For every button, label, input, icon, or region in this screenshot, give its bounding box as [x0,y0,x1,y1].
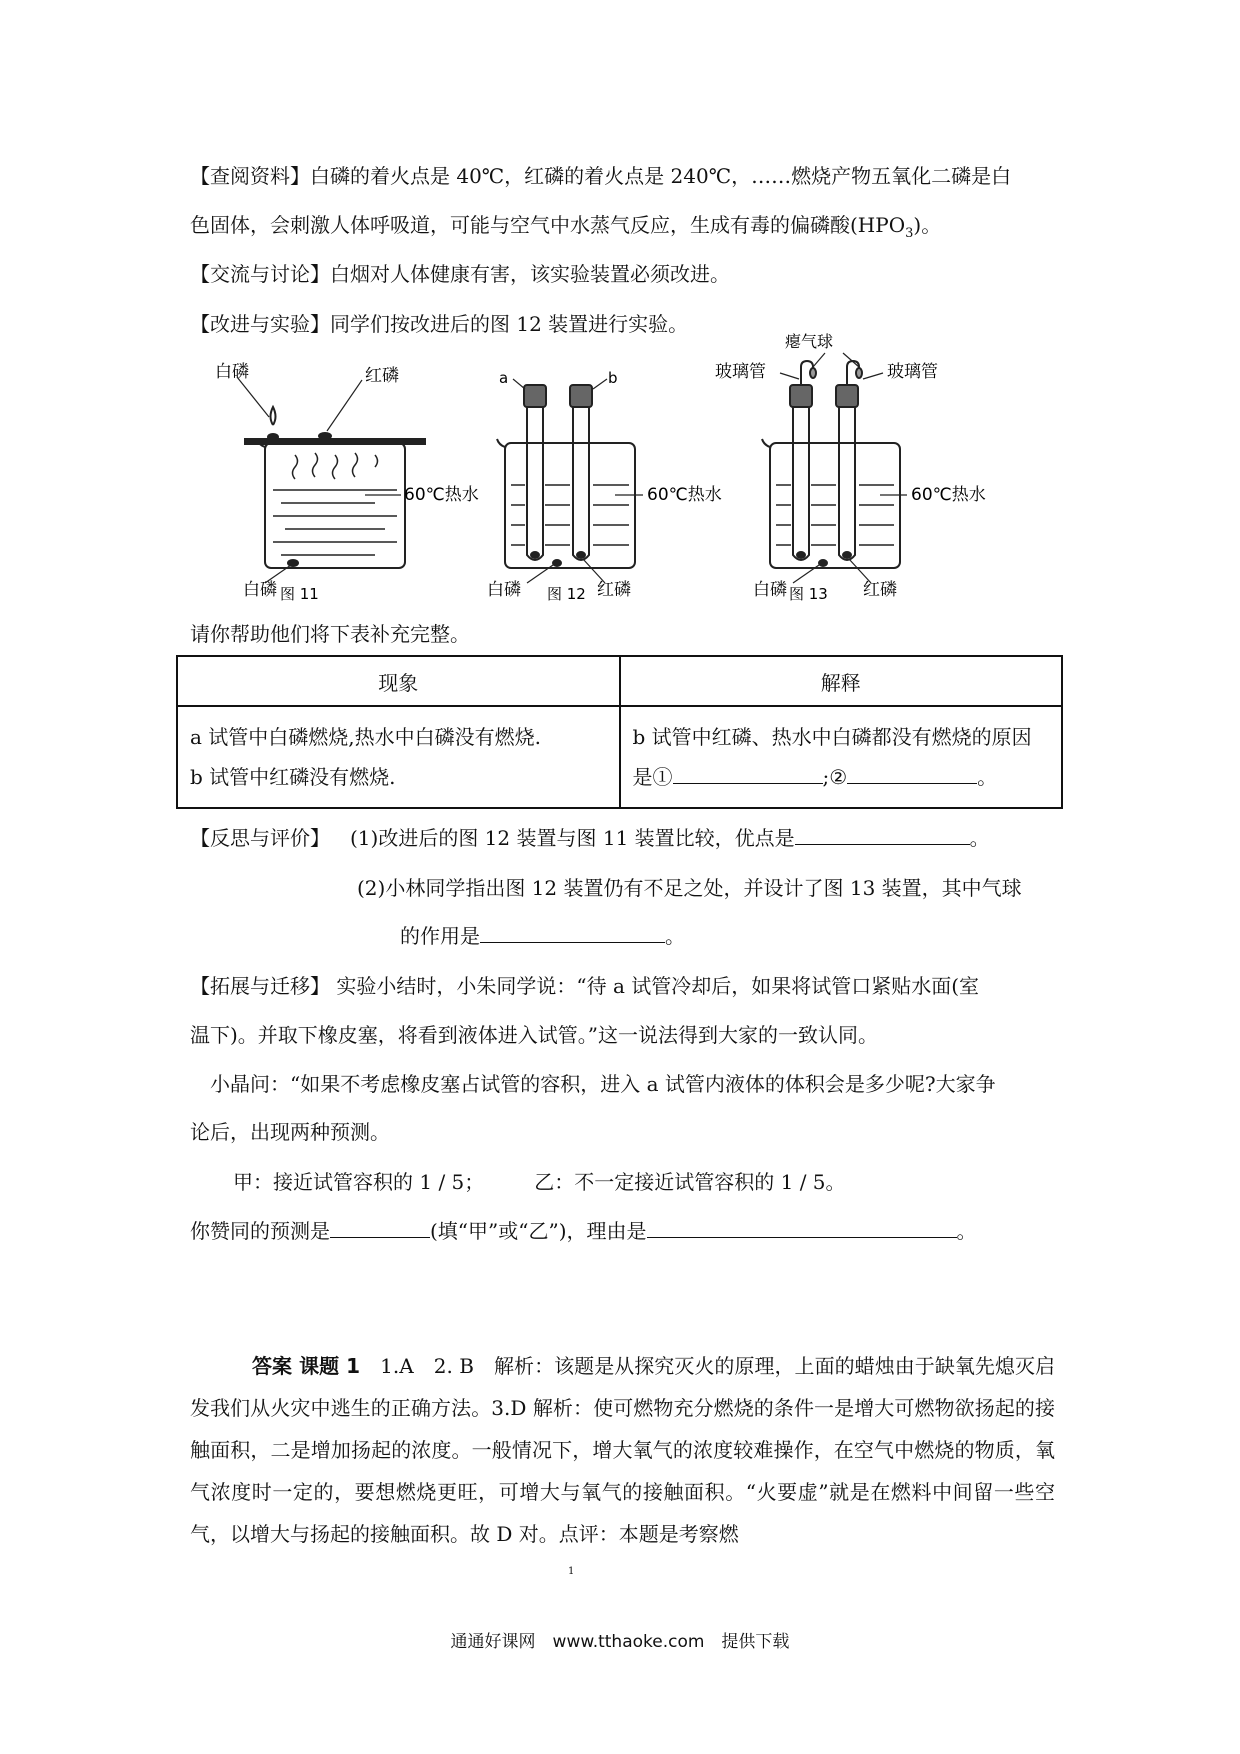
explanation-end: 。 [977,765,998,789]
test-tube-left-13 [793,405,809,560]
table-header-row [177,656,1062,706]
fig11-label-white-bottom: 白磷 [243,580,277,600]
fig12-label-water: 60℃热水 [647,485,722,505]
phenomenon-line-2: b 试管中红磷没有燃烧. [190,765,396,789]
predictions [233,1168,846,1196]
lookup-text-end: )。 [913,213,942,237]
reflection-q2-text: 的作用是 [400,924,480,948]
fig13-label-glass-right: 玻璃管 [887,362,938,382]
agree-line [190,1217,977,1245]
extension-line-2: 温下)。并取下橡皮塞，将看到液体进入试管。”这一说法得到大家的一致认同。 [190,1023,879,1047]
white-phosphorus-top [268,434,278,440]
pointer-glass-left [780,373,799,379]
reflection-q1-text: (1)改进后的图 12 装置与图 11 装置比较，优点是 [350,826,795,850]
discuss-paragraph: 【交流与讨论】白烟对人体健康有害，该实验装置必须改进。 [190,262,730,286]
pointer-balloon-right [843,353,859,367]
fig12-caption: 图 12 [547,585,586,603]
fig11-label-red-top: 红磷 [365,366,399,386]
lookup-paragraph: 【查阅资料】白磷的着火点是 40℃，红磷的着火点是 240℃，……燃烧产物五氧化二磷是白 [190,164,1012,188]
subscript: 3 [905,226,914,241]
stopper-a [524,385,546,407]
extension-line-4: 论后，出现两种预测。 [190,1120,390,1144]
fig12-label-white: 白磷 [487,580,521,600]
figure-11 [237,377,425,583]
header-phenomenon: 现象 [177,656,620,706]
white-phosphorus-water-13 [819,560,827,566]
blank-reason-2[interactable] [847,763,977,784]
fig11-label-white-top: 白磷 [215,362,249,382]
balloon-left [810,368,816,378]
figure-13 [762,353,907,583]
agree-text-a: 你赞同的预测是 [190,1219,330,1243]
explanation-mid: ;② [822,765,848,789]
fig13-label-water: 60℃热水 [911,485,986,505]
pointer-balloon-left [813,353,825,367]
improve-paragraph: 【改进与实验】同学们按改进后的图 12 装置进行实验。 [190,312,689,336]
agree-text-b: (填“甲”或“乙”)，理由是 [430,1219,647,1243]
lookup-text: 色固体，会刺激人体呼吸道，可能与空气中水蒸气反应，生成有毒的偏磷酸(HPO [190,213,906,237]
explanation-line-1: b 试管中红磷、热水中白磷都没有燃烧的原因 [632,725,1032,749]
fig12-label-b: b [608,369,618,387]
pointer-tube-b [593,379,607,389]
answer-section [190,1345,1055,1555]
phenomenon-line-1: a 试管中白磷燃烧,热水中白磷没有燃烧. [190,725,541,749]
stopper-left-13 [790,385,812,407]
white-phosphorus-tube-a [531,552,539,558]
red-phosphorus-tube-13 [843,552,851,558]
fig13-caption: 图 13 [789,585,828,603]
stopper-b [570,385,592,407]
phenomenon-cell [177,706,620,808]
white-phosphorus-tube-13 [797,552,805,558]
red-phosphorus-top [319,433,331,439]
footer: 通通好课网 www.tthaoke.com 提供下载 [450,1632,790,1652]
explanation-cell [620,706,1063,808]
beaker-11 [265,443,405,568]
fig13-label-balloon: 瘪气球 [785,332,834,351]
prediction-yi: 乙：不一定接近试管容积的 1 / 5。 [534,1170,846,1194]
blank-choice[interactable] [330,1217,430,1238]
beaker-spout-12 [497,439,505,447]
white-phosphorus-bottom [288,560,298,566]
pointer-tube-a [513,379,525,389]
extension-line-3: 小晶问：“如果不考虑橡皮塞占试管的容积，进入 a 试管内液体的体积会是多少呢?大家争 [210,1072,996,1096]
blank-reason[interactable] [647,1217,957,1238]
table-prompt: 请你帮助他们将下表补充完整。 [190,622,470,646]
header-explanation: 解释 [620,656,1063,706]
reflection-label: 【反思与评价】 [190,826,330,850]
table-row [177,706,1062,808]
stopper-right-13 [836,385,858,407]
test-tube-a [527,405,543,560]
blank-balloon-role[interactable] [480,922,665,943]
page-number: 1 [568,1566,575,1577]
reflection-q2-end: 。 [665,924,685,948]
fig12-label-red: 红磷 [597,580,631,600]
reflection-q2-line2 [400,922,685,950]
test-tube-b [573,405,589,560]
reflection-q1 [190,824,990,852]
blank-advantage[interactable] [795,824,970,845]
agree-end: 。 [956,1219,977,1243]
fig11-label-water: 60℃热水 [404,485,479,505]
lookup-paragraph-continued [190,211,941,248]
answer-text: 1.A 2. B 解析：该题是从探究灭火的原理，上面的蜡烛由于缺氧先熄灭启发我们从火灾中逃生的正确方法。3.D 解析：使可燃物充分燃烧的条件一是增大可燃物欲扬起的接触面积，二是增加扬起的浓度。一般情况下，增大氧气的浓度较难操作，在空气中燃烧的物质，氧气浓度时一定的，要想燃烧更旺，可增大与氧气的接触面积。“火要虚”就是在燃料中间留一些空气，以增大与扬起的接触面积。故 D 对。点评：本题是考察燃 [190,1354,1056,1546]
test-tube-right-13 [839,405,855,560]
red-phosphorus-tube-b [577,552,585,558]
beaker-spout-13 [762,439,770,447]
fig13-label-white: 白磷 [753,580,787,600]
prediction-jia: 甲：接近试管容积的 1 / 5； [233,1170,485,1194]
flame-icon [271,407,276,425]
blank-reason-1[interactable] [673,763,823,784]
explanation-line-2 [633,757,1050,797]
explanation-start: 是① [632,765,673,789]
white-phosphorus-water-12 [553,560,561,566]
balloon-right [856,368,862,378]
fig13-label-glass-left: 玻璃管 [715,362,766,382]
phenomenon-table [176,655,1063,809]
extension-line-1: 【拓展与迁移】 实验小结时，小朱同学说：“待 a 试管冷却后，如果将试管口紧贴水面(室 [190,974,980,998]
answer-heading: 答案 课题 1 [252,1354,361,1378]
fig13-label-red: 红磷 [863,580,897,600]
fig11-caption: 图 11 [280,585,319,603]
water-lines-12 [511,485,629,545]
pointer-glass-right [863,373,883,379]
reflection-q1-end: 。 [969,826,990,850]
white-smoke [293,453,378,479]
fig12-label-a: a [499,369,509,387]
pointer-red-top [327,380,362,431]
apparatus-figures [215,332,986,605]
figure-12 [497,379,643,583]
reflection-q2-line1: (2)小林同学指出图 12 装置仍有不足之处，并设计了图 13 装置，其中气球 [357,876,1022,900]
pointer-white-top [237,377,269,417]
water-lines-11 [273,490,397,555]
